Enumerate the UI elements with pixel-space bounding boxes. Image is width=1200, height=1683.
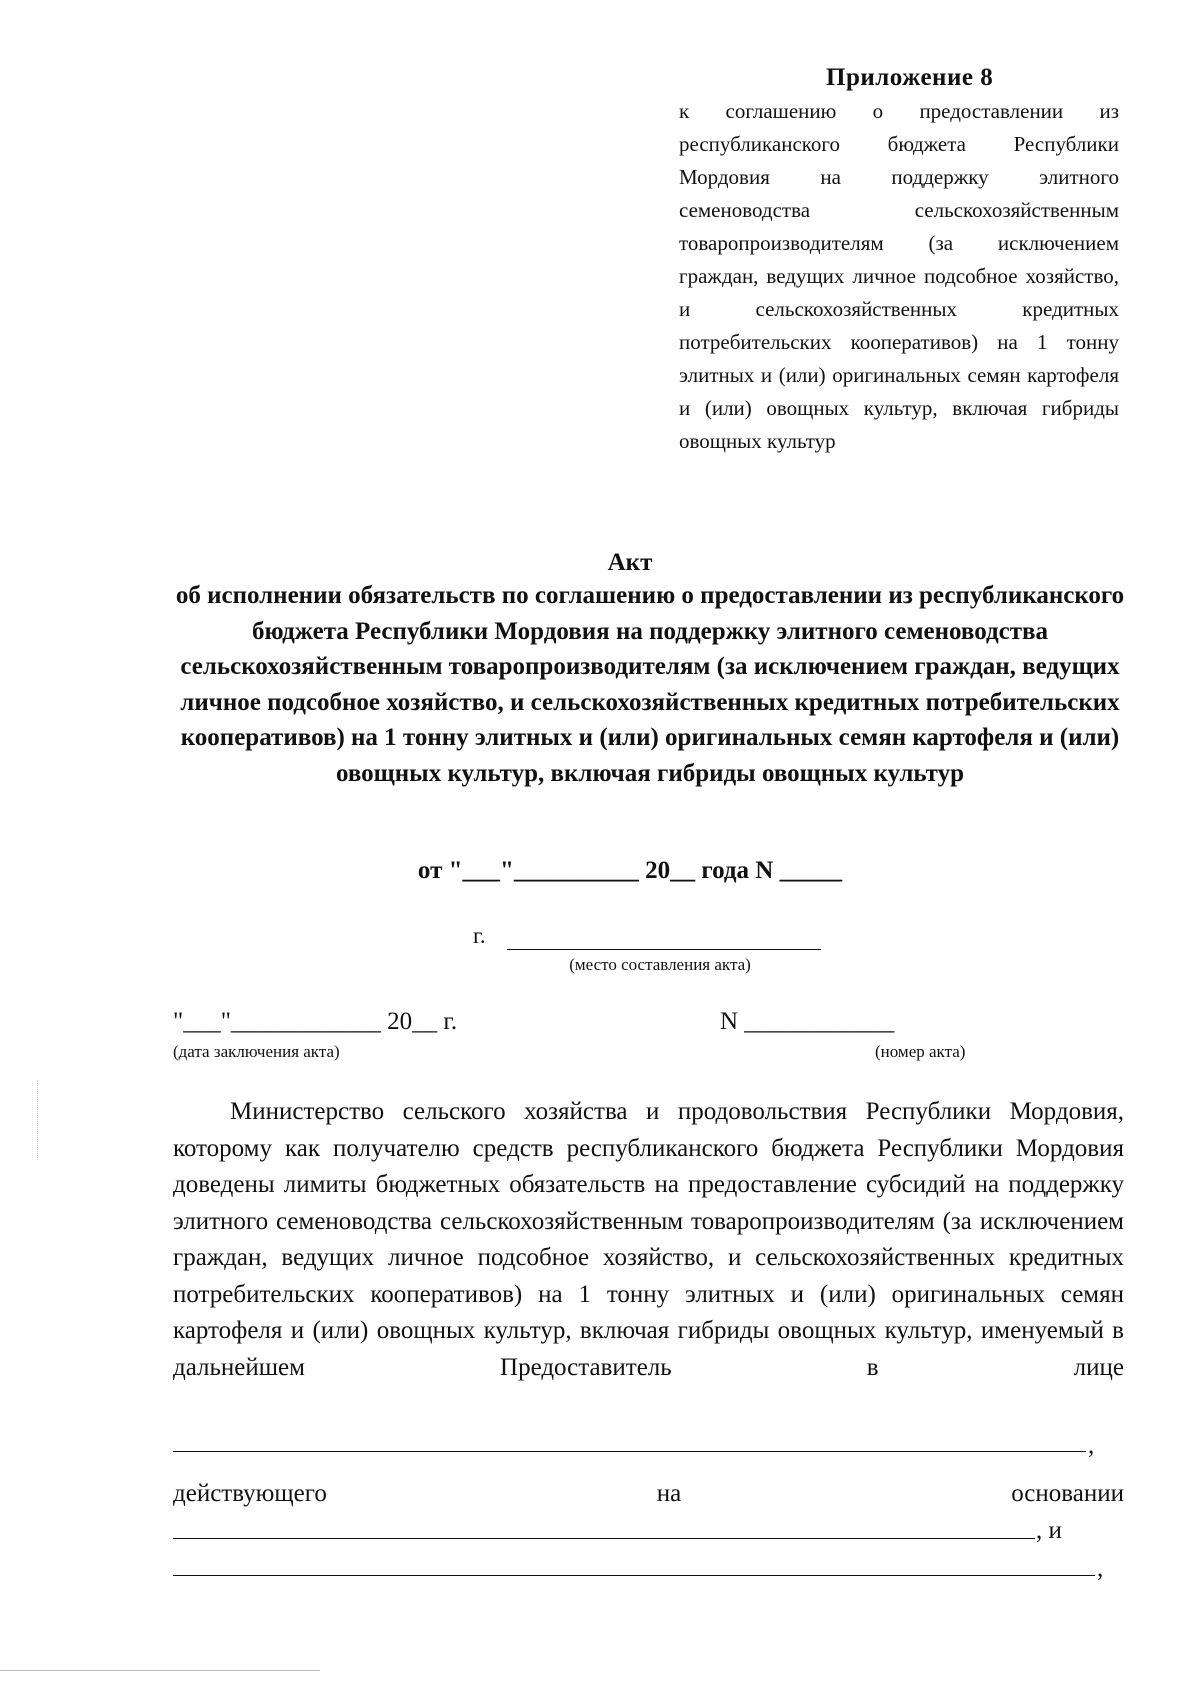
act-date-line: от "___"__________ 20__ года N _____ (417, 857, 843, 884)
place-prefix: г. (473, 923, 486, 948)
basis-word-acting: действующего (173, 1480, 327, 1507)
act-number: N ____________ (720, 1008, 895, 1035)
and-text: , и (1036, 1517, 1062, 1544)
appendix-title: Приложение 8 (826, 64, 994, 91)
basis-word-on: на (656, 1480, 682, 1507)
conclusion-date-caption: (дата заключения акта) (173, 1042, 340, 1061)
scan-margin-marks (37, 1080, 42, 1160)
representative-blank-line (173, 1451, 1086, 1452)
appendix-text: к соглашению о предоставлении из республиканского бюджета Республики Мордовия на поддержку элитного семеноводства сельскохозяйственным товаропроизводителям (за исключением граждан, ведущих личное подсобное хозяйство, и сельскохозяйственных кредитных потребительских кооперативов) на 1 тонну элитных и (или) оригинальных семян картофеля и (или) овощных культур, включая гибриды овощных культур (679, 99, 1119, 453)
comma-mark: , (1097, 1555, 1104, 1582)
basis-blank-line (173, 1538, 1035, 1539)
place-blank-line (507, 949, 821, 950)
basis-row (173, 1480, 1124, 1508)
act-number-caption: (номер акта) (875, 1042, 966, 1061)
second-party-blank-line (173, 1575, 1095, 1576)
act-title: об исполнении обязательств по соглашению о предоставлении из республиканского бюджета Республики Мордовия на поддержку элитного семеноводства сельскохозяйственным товаропроизводителям (за исключением граждан, ведущих личное подсобное хозяйство, и сельскохозяйственных кредитных потребительских кооперативов) на 1 тонну элитных и (или) оригинальных семян картофеля и (или) овощных культур, включая гибриды овощных культур (175, 582, 1125, 787)
footer-rule (0, 1670, 320, 1671)
basis-word-basis: основании (1011, 1480, 1124, 1507)
comma-mark: , (1088, 1432, 1095, 1459)
act-heading: Акт (607, 549, 653, 576)
place-caption: (место составления акта) (569, 955, 751, 974)
conclusion-date: "___"____________ 20__ г. (173, 1008, 458, 1035)
body-paragraph: Министерство сельского хозяйства и продовольствия Республики Мордовия, которому как получателю средств республиканского бюджета Республики Мордовия доведены лимиты бюджетных обязательств на предоставление субсидий на поддержку элитного семеноводства сельскохозяйственным товаропроизводителям (за исключением граждан, ведущих личное подсобное хозяйство, и сельскохозяйственных кредитных потребительских кооперативов) на 1 тонну элитных и (или) оригинальных семян картофеля и (или) овощных культур, включая гибриды овощных культур, именуемый в дальнейшем Предоставитель в лице (173, 1098, 1124, 1381)
